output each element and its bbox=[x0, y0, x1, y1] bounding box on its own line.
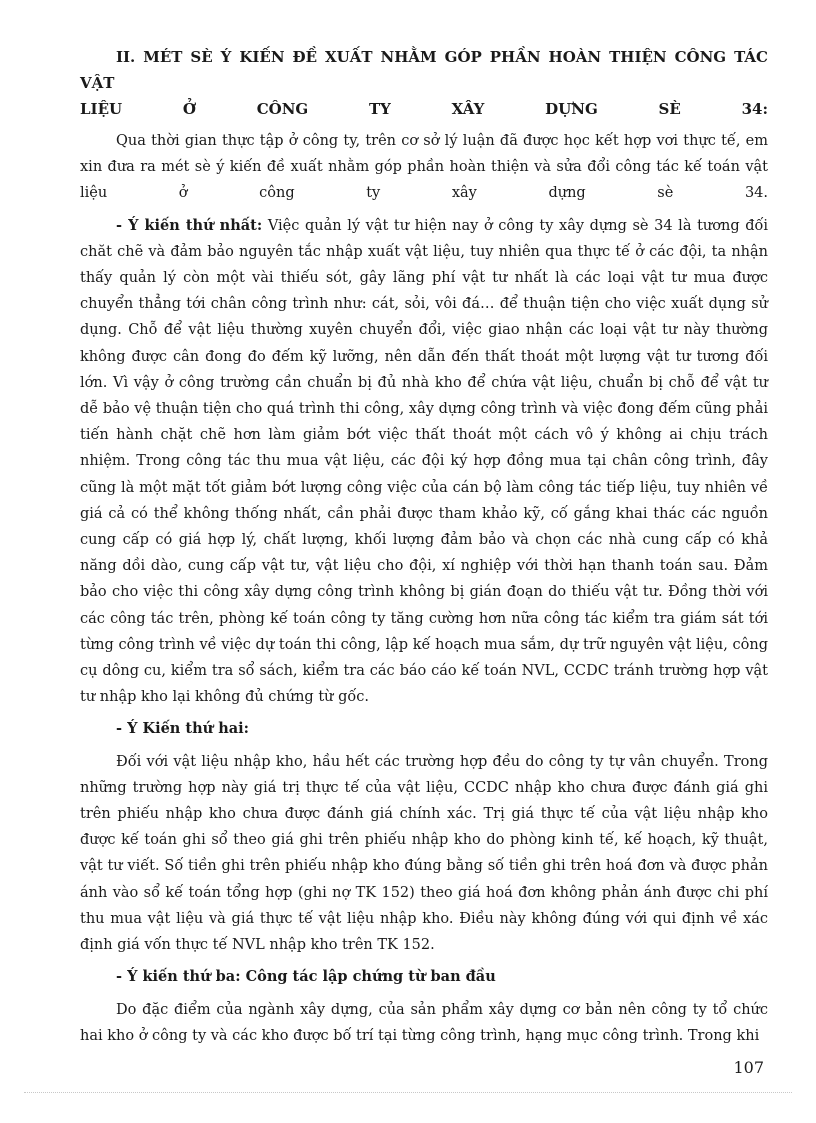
opinion-2-label: - Ý Kiến thứ hai: bbox=[116, 720, 250, 738]
document-page bbox=[80, 44, 768, 1055]
section-heading-line1: II. MÉT SÈ Ý KIẾN ĐỀ XUẤT NHẰM GÓP PHẦN HOÀN THIỆN CÔNG TÁC VẬT bbox=[80, 48, 768, 92]
footer-divider bbox=[24, 1092, 792, 1093]
opinion-3-label: - Ý kiến thứ ba: Công tác lập chứng từ ban đầu bbox=[116, 968, 496, 986]
opinion-2-label-line bbox=[80, 716, 768, 742]
page-number: 107 bbox=[733, 1058, 764, 1077]
opinion-3-paragraph: Do đặc điểm của ngành xây dựng, của sản phẩm xây dựng cơ bản nên công ty tổ chức hai kho ở công ty và các kho được bố trí tại từng công trình, hạng mục công trình. Trong khi bbox=[80, 1001, 768, 1044]
intro-paragraph: Qua thời gian thực tập ở công ty, trên cơ sở lý luận đã được học kết hợp vơi thực tế, em xin đưa ra mét sè ý kiến đề xuất nhằm góp phần hoàn thiện và sửa đổi công tác kế toán vật liệu ở công ty xây dựng sè 34. bbox=[80, 133, 768, 202]
opinion-3-label-line bbox=[80, 964, 768, 990]
opinion-1-paragraph bbox=[80, 213, 768, 711]
opinion-2-paragraph: Đối với vật liệu nhập kho, hầu hết các trường hợp đều do công ty tự vân chuyển. Trong những trường hợp này giá trị thực tế của vật liệu, CCDC nhập kho chưa được đánh giá ghi trên phiếu nhập kho chưa được đánh giá chính xác. Trị giá thực tế của vật liệu nhập kho được kế toán ghi sổ theo giá ghi trên phiếu nhập kho do phòng kinh tế, kế hoạch, kỹ thuật, vật tư viết. Số tiền ghi trên phiếu nhập kho đúng bằng số tiền ghi trên hoá đơn và được phản ánh vào sổ kế toán tổng hợp (ghi nợ TK 152) theo giá hoá đơn không phản ánh được chi phí thu mua vật liệu và giá thực tế vật liệu nhập kho. Điều này không đúng với qui định về xác định giá vốn thực tế NVL nhập kho trên TK 152. bbox=[80, 753, 768, 954]
opinion-1-text: Việc quản lý vật tư hiện nay ở công ty xây dựng sè 34 là tương đối chăt chẽ và đảm bảo nguyên tắc nhập xuất vật liệu, tuy nhiên qua thực tế ở các đội, ta nhận thấy quản lý còn một vài thiếu sót, gây lãng phí vật tư nhất là các loại vật tư mua được chuyển thẳng tới chân công trình như: cát, sỏi, vôi đá… để thuận tiện cho việc xuất dụng sử dụng. Chỗ để vật liệu thường xuyên chuyển đổi, việc giao nhận các loại vật tư này thường không được cân đong đo đếm kỹ lưỡng, nên dẫn đến thất thoát một lượng vật tư tương đối lớn. Vì vậy ở công trường cần chuẩn bị đủ nhà kho để chứa vật liệu, chuẩn bị chỗ để vật tư dễ bảo vệ thuận tiện cho quá trình thi công, xây dựng công trình và việc đong đếm cũng phải tiến hành chặt chẽ hơn làm giảm bớt việc thất thoát một cách vô ý không ai chịu trách nhiệm. Trong công tác thu mua vật liệu, các đội ký hợp đồng mua tại chân công trình, đây cũng là một mặt tốt giảm bớt lượng công việc của cán bộ làm công tác tiếp liệu, tuy nhiên về giá cả có thể không thống nhất, cần phải được tham khảo kỹ, cố gắng khai thác các nguồn cung cấp có giá hợp lý, chất lượng, khối lượng đảm bảo và chọn các nhà cung cấp có khả năng dồi dào, cung cấp vật tư, vật liệu cho đội, xí nghiệp với thời hạn thanh toán sau. Đảm bảo cho việc thi công xây dựng công trình không bị gián đoạn do thiếu vật tư. Đồng thời với các công tác trên, phòng kế toán công ty tăng cường hơn nữa công tác kiểm tra giám sát tới từng công trình về việc dự toán thi công, lập kế hoạch mua sắm, dự trữ nguyên vật liệu, công cụ dông cu, kiểm tra sổ sách, kiểm tra các báo cáo kế toán NVL, CCDC tránh trường hợp vật tư nhập kho lại không đủ chứng từ gốc. bbox=[80, 217, 768, 706]
section-heading-line2: LIỆU Ở CÔNG TY XÂY DỰNG SÈ 34: bbox=[80, 100, 768, 118]
opinion-1-label: - Ý kiến thứ nhất: bbox=[116, 216, 263, 234]
